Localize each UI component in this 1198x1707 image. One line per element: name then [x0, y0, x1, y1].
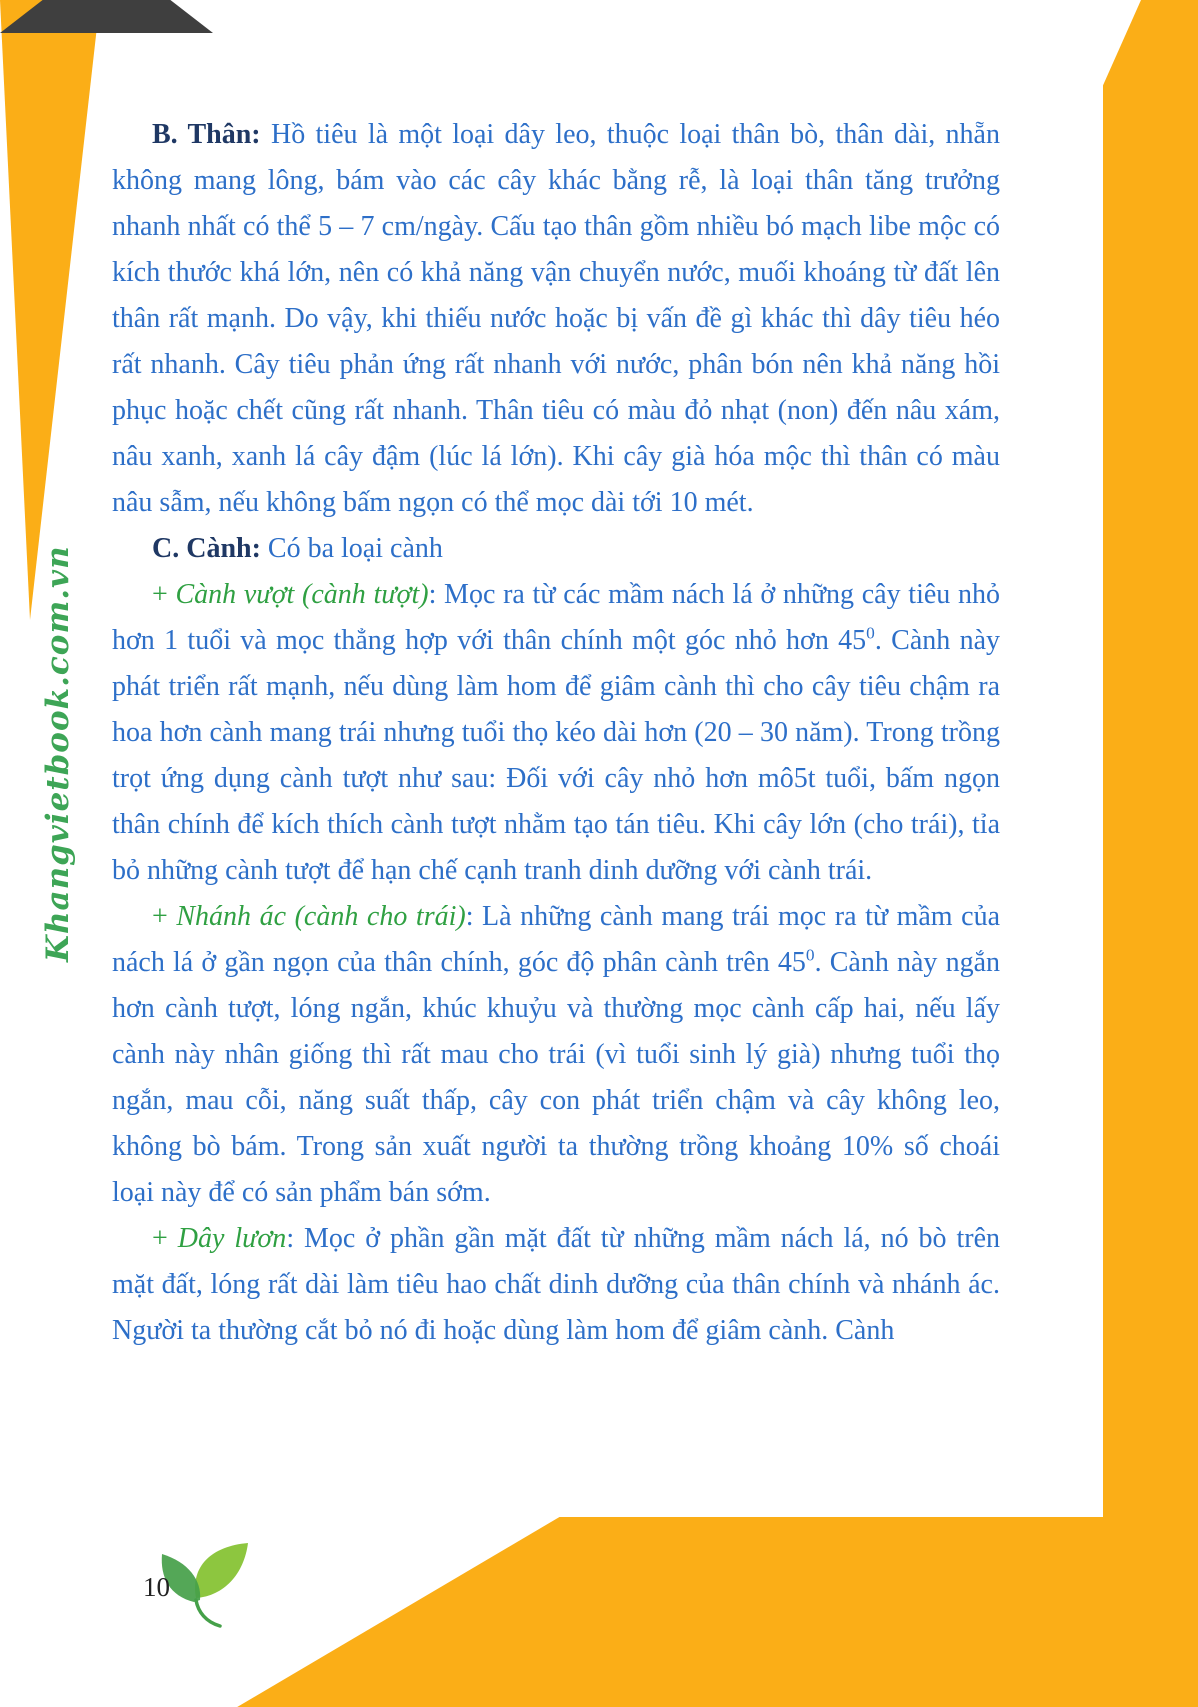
para-canh-vuot [112, 572, 1000, 894]
text-segment: 0 [805, 945, 815, 965]
left-accent-shape [0, 0, 100, 620]
text-segment: + [152, 579, 176, 610]
text-segment: + [152, 901, 177, 932]
para-b-than [112, 112, 1000, 526]
text-segment: C. Cành: [152, 533, 268, 564]
text-segment: . Cành này phát triển rất mạnh, nếu dùng làm hom để giâm cành thì cho cây tiêu chậm ra hoa hơn cành mang trái nhưng tuổi thọ kéo dài hơn (20 – 30 năm). Trong trồng trọt ứng dụng cành tượt như sau: Đối với cây nhỏ hơn mô5t tuổi, bấm ngọn thân chính để kích thích cành tượt nhằm tạo tán tiêu. Khi cây lớn (cho trái), tỉa bỏ những cành tượt để hạn chế cạnh tranh dinh dưỡng với cành trái. [112, 625, 1000, 886]
right-accent-band [1103, 0, 1198, 1707]
text-segment: B. Thân: [152, 119, 271, 150]
text-segment: : Mọc ra từ các mầm nách lá ở những cây tiêu nhỏ hơn 1 tuổi và mọc thẳng hợp với thân chính một góc nhỏ hơn 45 [112, 579, 1000, 656]
text-segment: 0 [866, 623, 875, 643]
para-day-luon [112, 1216, 1000, 1354]
text-segment: Có ba loại cành [267, 533, 443, 564]
page-content [112, 112, 1000, 1354]
text-segment: Dây lươn [177, 1223, 287, 1254]
page-number: 10 [143, 1572, 170, 1602]
para-c-canh [112, 526, 1000, 572]
text-segment: Hồ tiêu là một loại dây leo, thuộc loại thân bò, thân dài, nhẵn không mang lông, bám vào các cây khác bằng rễ, là loại thân tăng trưởng nhanh nhất có thể 5 – 7 cm/ngày. Cấu tạo thân gồm nhiều bó mạch libe mộc có kích thước khá lớn, nên có khả năng vận chuyển nước, muối khoáng từ đất lên thân rất mạnh. Do vậy, khi thiếu nước hoặc bị vấn đề gì khác thì dây tiêu héo rất nhanh. Cây tiêu phản ứng rất nhanh với nước, phân bón nên khả năng hồi phục hoặc chết cũng rất nhanh. Thân tiêu có màu đỏ nhạt (non) đến nâu xám, nâu xanh, xanh lá cây đậm (lúc lá lớn). Khi cây già hóa mộc thì thân có màu nâu sẫm, nếu không bấm ngọn có thể mọc dài tới 10 mét. [112, 119, 1000, 518]
text-segment: : Mọc ở phần gần mặt đất từ những mầm nách lá, nó bò trên mặt đất, lóng rất dài làm tiêu hao chất dinh dưỡng của thân chính và nhánh ác. Người ta thường cắt bỏ nó đi hoặc dùng làm hom để giâm cành. Cành [112, 1223, 1000, 1346]
text-segment: + [152, 1223, 178, 1254]
text-segment: : Là những cành mang trái mọc ra từ mầm của nách lá ở gần ngọn của thân chính, góc độ phân cành trên 45 [112, 901, 1000, 978]
text-segment: Cành vượt (cành tượt) [175, 579, 429, 610]
para-nhanh-ac [112, 894, 1000, 1216]
text-segment: . Cành này ngắn hơn cành tượt, lóng ngắn, khúc khuỷu và thường mọc cành cấp hai, nếu lấy cành này nhân giống thì rất mau cho trái (vì tuổi sinh lý già) nhưng tuổi thọ ngắn, mau cỗi, năng suất thấp, cây con phát triển chậm và cây không leo, không bò bám. Trong sản xuất người ta thường trồng khoảng 10% số choái loại này để có sản phẩm bán sớm. [112, 947, 1000, 1208]
text-segment: Nhánh ác (cành cho trái) [176, 901, 466, 932]
leaf-logo-icon [156, 1538, 256, 1633]
watermark-text: Khangvietbook.com.vn [40, 545, 76, 962]
